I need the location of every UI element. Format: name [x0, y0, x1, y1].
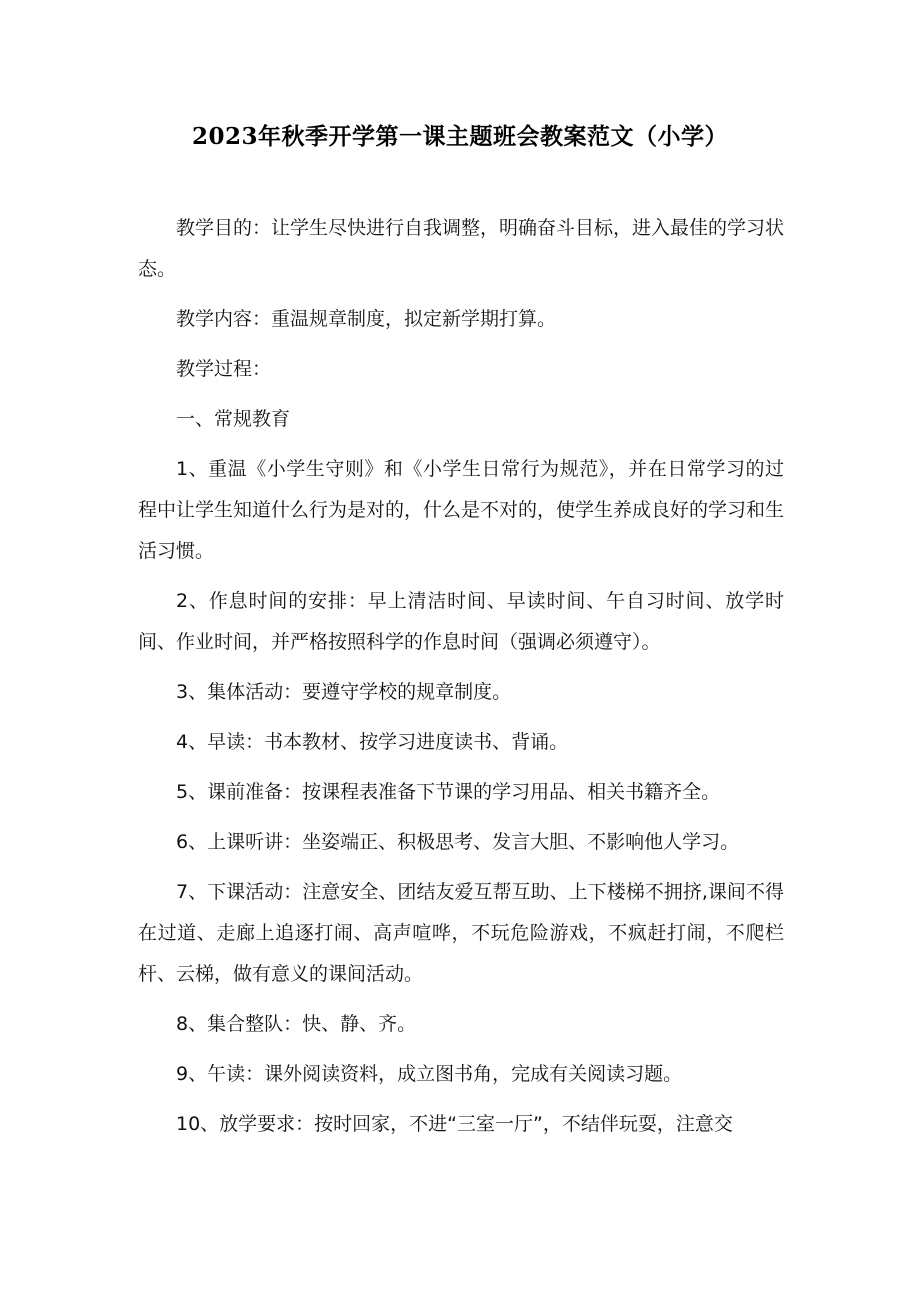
list-item-3: 3、集体活动：要遵守学校的规章制度。: [176, 681, 512, 703]
list-item-10: 10、放学要求：按时回家，不进“三室一厅”，不结伴玩耍，注意交: [176, 1113, 733, 1135]
list-item-6: 6、上课听讲：坐姿端正、积极思考、发言大胆、不影响他人学习。: [176, 831, 740, 853]
list-item-7: 7、下课活动：注意安全、团结友爱互帮互助、上下楼梯不拥挤,课间不得在过道、走廊上追逐打闹、高声喧哗，不玩危险游戏，不疯赶打闹，不爬栏杆、云梯，做有意义的课间活动。: [138, 881, 784, 985]
paragraph-content: 教学内容：重温规章制度，拟定新学期打算。: [176, 308, 557, 330]
list-item-8: 8、集合整队：快、静、齐。: [176, 1013, 417, 1035]
list-item-4: 4、早读：书本教材、按学习进度读书、背诵。: [176, 731, 569, 753]
paragraph-objective: 教学目的：让学生尽快进行自我调整，明确奋斗目标，进入最佳的学习状态。: [138, 217, 785, 280]
document-title: 2023年秋季开学第一课主题班会教案范文（小学）: [191, 123, 728, 150]
list-item-5: 5、课前准备：按课程表准备下节课的学习用品、相关书籍齐全。: [176, 781, 721, 803]
list-item-1: 1、重温《小学生守则》和《小学生日常行为规范》，并在日常学习的过程中让学生知道什么行为是对的，什么是不对的，使学生养成良好的学习和生活习惯。: [138, 458, 785, 562]
paragraph-process-heading: 教学过程：: [176, 358, 272, 380]
section-heading-routine-education: 一、常规教育: [176, 408, 291, 430]
list-item-2: 2、作息时间的安排：早上清洁时间、早读时间、午自习时间、放学时间、作业时间，并严格按照科学的作息时间（强调必须遵守）。: [138, 590, 784, 653]
document-body: [138, 208, 784, 1154]
list-item-9: 9、午读：课外阅读资料，成立图书角，完成有关阅读习题。: [176, 1063, 683, 1085]
